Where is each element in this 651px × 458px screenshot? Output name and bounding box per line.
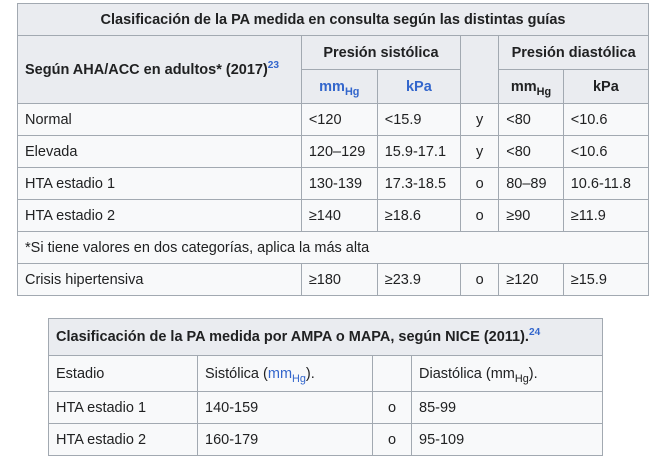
- diastolic-mmhg-cell: 80–89: [499, 168, 564, 200]
- guide-header: [18, 36, 302, 104]
- mmhg-link[interactable]: $mm_{Hg}$: [319, 78, 360, 98]
- systolic-mmhg-cell: ≥180: [301, 264, 377, 296]
- diastolic-kpa-cell: <10.6: [563, 136, 648, 168]
- table-row: [18, 136, 649, 168]
- diastolic-mmhg-header: $mm_{Hg}$: [499, 70, 564, 104]
- guide-label: Según AHA/ACC en adultos* (2017): [25, 61, 268, 78]
- systolic-header: Presión sistólica: [301, 36, 460, 70]
- table-row: [49, 392, 603, 424]
- diastolic-mmhg-cell: ≥90: [499, 200, 564, 232]
- systolic-mmhg-cell: 130-139: [301, 168, 377, 200]
- stage-header: Estadio: [49, 356, 198, 392]
- conjunction-header: [373, 356, 412, 392]
- diastolic-kpa-header: kPa: [563, 70, 648, 104]
- note-cell: *Si tiene valores en dos categorías, aplica la más alta: [18, 232, 649, 264]
- category-cell: Normal: [18, 104, 302, 136]
- home-bp-classification-table: [48, 318, 603, 456]
- systolic-kpa-cell: 15.9-17.1: [377, 136, 460, 168]
- conjunction-header: [461, 36, 499, 104]
- mmhg-link[interactable]: $mm_{Hg}$: [267, 365, 306, 385]
- table-row: [18, 168, 649, 200]
- category-cell: HTA estadio 2: [18, 200, 302, 232]
- systolic-kpa-cell: ≥23.9: [377, 264, 460, 296]
- conjunction-cell: o: [373, 424, 412, 456]
- systolic-kpa-cell: 17.3-18.5: [377, 168, 460, 200]
- systolic-mmhg-cell: ≥140: [301, 200, 377, 232]
- systolic-kpa-header[interactable]: [377, 70, 460, 104]
- diastolic-kpa-cell: ≥11.9: [563, 200, 648, 232]
- systolic-mmhg-header[interactable]: [301, 70, 377, 104]
- stage-cell: HTA estadio 1: [49, 392, 198, 424]
- table-caption: Clasificación de la PA medida en consulta según las distintas guías: [18, 4, 649, 36]
- category-cell: Crisis hipertensiva: [18, 264, 302, 296]
- diastolic-kpa-cell: <10.6: [563, 104, 648, 136]
- table-row: [18, 104, 649, 136]
- reference-link[interactable]: 24: [528, 327, 541, 339]
- systolic-kpa-cell: ≥18.6: [377, 200, 460, 232]
- kpa-link[interactable]: kPa: [405, 78, 432, 95]
- diastolic-cell: 85-99: [412, 392, 603, 424]
- reference-link[interactable]: 23: [267, 59, 280, 71]
- systolic-mmhg-cell: <120: [301, 104, 377, 136]
- systolic-kpa-cell: <15.9: [377, 104, 460, 136]
- diastolic-header: Presión diastólica: [499, 36, 649, 70]
- systolic-mmhg-cell: 120–129: [301, 136, 377, 168]
- diastolic-kpa-cell: 10.6-11.8: [563, 168, 648, 200]
- table-caption: Clasificación de la PA medida por AMPA o MAPA, según NICE (2011).$^{24}$: [49, 319, 603, 356]
- conjunction-cell: o: [461, 264, 499, 296]
- note-row: [18, 232, 649, 264]
- table-row: [18, 200, 649, 232]
- diastolic-mmhg-cell: <80: [499, 104, 564, 136]
- diastolic-kpa-cell: ≥15.9: [563, 264, 648, 296]
- conjunction-cell: y: [461, 104, 499, 136]
- stage-cell: HTA estadio 2: [49, 424, 198, 456]
- conjunction-cell: y: [461, 136, 499, 168]
- office-bp-classification-table: [17, 3, 649, 296]
- diastolic-mmhg-cell: <80: [499, 136, 564, 168]
- diastolic-header: Diastólica $(mm_{Hg})$.: [412, 356, 603, 392]
- table-row: [49, 424, 603, 456]
- diastolic-mmhg-cell: ≥120: [499, 264, 564, 296]
- conjunction-cell: o: [461, 168, 499, 200]
- conjunction-cell: o: [373, 392, 412, 424]
- systolic-cell: 140-159: [198, 392, 373, 424]
- category-cell: HTA estadio 1: [18, 168, 302, 200]
- systolic-header: Sistólica $(mm_{Hg})$.: [198, 356, 373, 392]
- category-cell: Elevada: [18, 136, 302, 168]
- conjunction-cell: o: [461, 200, 499, 232]
- systolic-cell: 160-179: [198, 424, 373, 456]
- diastolic-cell: 95-109: [412, 424, 603, 456]
- table-row: [18, 264, 649, 296]
